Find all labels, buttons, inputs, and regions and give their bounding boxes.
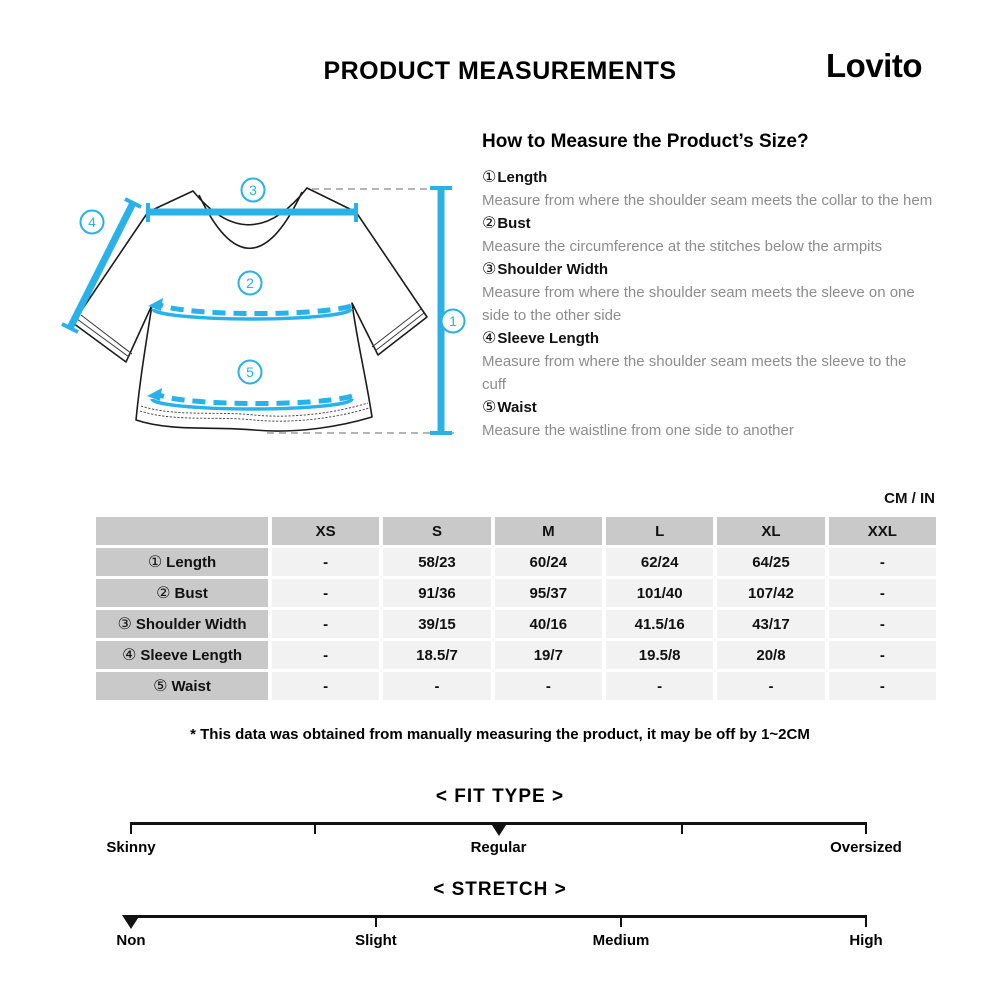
size-cell: 91/36	[383, 579, 490, 607]
scale-tick	[681, 822, 683, 834]
howto-item	[482, 396, 934, 442]
size-cell: 39/15	[383, 610, 490, 638]
stretch-scale	[116, 915, 883, 955]
scale-tick	[375, 915, 377, 927]
size-cell: 62/24	[606, 548, 713, 576]
size-cell: -	[829, 641, 936, 669]
callout-2: 2	[246, 275, 254, 291]
size-cell: -	[272, 579, 379, 607]
howto-section	[482, 131, 934, 442]
circled-number: ①	[482, 169, 497, 186]
stretch-label-non: Non	[116, 932, 146, 949]
table-row	[96, 579, 936, 607]
page-title: PRODUCT MEASUREMENTS	[323, 57, 677, 85]
scale-tick	[865, 915, 867, 927]
size-cell: -	[829, 548, 936, 576]
callout-1: 1	[449, 313, 457, 329]
fit-type-marker-icon	[490, 822, 508, 836]
scale-tick	[314, 822, 316, 834]
table-row	[96, 641, 936, 669]
howto-item-desc: Measure the waistline from one side to another	[482, 422, 794, 439]
size-column-header: S	[383, 517, 490, 545]
size-column-header: XXL	[829, 517, 936, 545]
size-cell: 64/25	[717, 548, 824, 576]
fit-type-label-regular: Regular	[470, 839, 527, 856]
row-label: ④ Sleeve Length	[96, 641, 268, 669]
size-cell: -	[272, 672, 379, 700]
howto-item-label: Waist	[497, 399, 537, 416]
table-row	[96, 672, 936, 700]
size-column-header: XL	[717, 517, 824, 545]
circled-number: ④	[482, 330, 497, 347]
callout-5: 5	[246, 364, 254, 380]
size-cell: 18.5/7	[383, 641, 490, 669]
howto-item-desc: Measure from where the shoulder seam meets the sleeve to the cuff	[482, 353, 907, 393]
stretch-marker-icon	[122, 915, 140, 929]
howto-item-desc: Measure the circumference at the stitches below the armpits	[482, 238, 883, 255]
scale-line	[131, 915, 866, 918]
corner-cell	[96, 517, 268, 545]
table-row	[96, 548, 936, 576]
size-cell: 60/24	[495, 548, 602, 576]
size-column-header: L	[606, 517, 713, 545]
circled-number: ③	[482, 261, 497, 278]
howto-item-label: Bust	[497, 215, 531, 232]
howto-heading: How to Measure the Product’s Size?	[482, 131, 809, 152]
howto-item	[482, 258, 934, 327]
howto-item-desc: Measure from where the shoulder seam meets the collar to the hem	[482, 192, 933, 209]
size-cell: 19/7	[495, 641, 602, 669]
scale-tick	[865, 822, 867, 834]
size-cell: -	[606, 672, 713, 700]
fit-type-scale	[106, 822, 902, 862]
howto-item-label: Sleeve Length	[497, 330, 600, 347]
row-label: ② Bust	[96, 579, 268, 607]
row-label: ⑤ Waist	[96, 672, 268, 700]
size-column-header: M	[495, 517, 602, 545]
size-cell: 101/40	[606, 579, 713, 607]
size-cell: 41.5/16	[606, 610, 713, 638]
howto-item	[482, 166, 934, 212]
circled-number: ②	[482, 215, 497, 232]
size-cell: -	[383, 672, 490, 700]
size-cell: 20/8	[717, 641, 824, 669]
stretch-title: < STRETCH >	[433, 879, 567, 900]
stretch-label-slight: Slight	[355, 932, 397, 949]
row-label: ① Length	[96, 548, 268, 576]
circled-number: ⑤	[482, 399, 497, 416]
howto-item-desc: Measure from where the shoulder seam meets the sleeve on one side to the other side	[482, 284, 915, 324]
scale-tick	[130, 822, 132, 834]
howto-item-label: Length	[497, 169, 548, 186]
howto-item	[482, 212, 934, 258]
callout-3: 3	[249, 182, 257, 198]
scale-tick	[620, 915, 622, 927]
fit-type-label-oversized: Oversized	[830, 839, 902, 856]
units-label: CM / IN	[884, 490, 935, 507]
tshirt-measurement-diagram	[60, 165, 480, 455]
howto-item-label: Shoulder Width	[497, 261, 609, 278]
size-cell: -	[829, 579, 936, 607]
size-cell: -	[272, 610, 379, 638]
stretch-label-medium: Medium	[592, 932, 650, 949]
size-cell: 58/23	[383, 548, 490, 576]
size-cell: 43/17	[717, 610, 824, 638]
fit-type-title: < FIT TYPE >	[435, 786, 565, 807]
howto-item	[482, 327, 934, 396]
fit-type-label-skinny: Skinny	[106, 839, 156, 856]
callout-4: 4	[88, 214, 96, 230]
size-cell: 40/16	[495, 610, 602, 638]
brand-logo: Lovito	[826, 47, 922, 84]
size-cell: 95/37	[495, 579, 602, 607]
size-cell: -	[495, 672, 602, 700]
size-cell: -	[717, 672, 824, 700]
size-cell: -	[272, 641, 379, 669]
size-cell: -	[829, 672, 936, 700]
size-cell: 107/42	[717, 579, 824, 607]
row-label: ③ Shoulder Width	[96, 610, 268, 638]
table-header-row	[96, 517, 936, 545]
table-row	[96, 610, 936, 638]
size-cell: -	[829, 610, 936, 638]
size-cell: -	[272, 548, 379, 576]
size-cell: 19.5/8	[606, 641, 713, 669]
measurement-disclaimer: * This data was obtained from manually measuring the product, it may be off by 1~2CM	[190, 726, 810, 743]
size-table	[92, 514, 940, 703]
size-column-header: XS	[272, 517, 379, 545]
stretch-label-high: High	[849, 932, 883, 949]
